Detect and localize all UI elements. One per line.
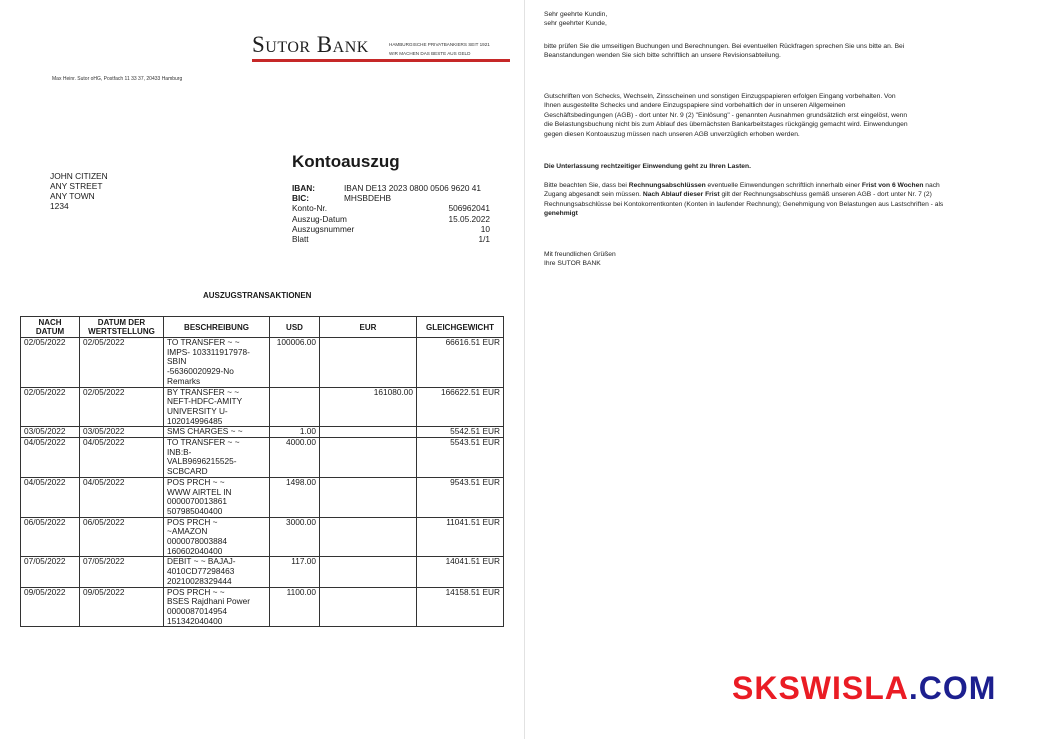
cell-description (164, 438, 270, 478)
recipient-town: ANY TOWN (50, 191, 95, 201)
bank-tagline-2: WIR MACHEN DAS BESTE AUS GELD (389, 51, 471, 56)
transactions-title: AUSZUGSTRANSAKTIONEN (203, 291, 312, 300)
description-line: 151342040400 (167, 615, 223, 626)
cell-value-date: 02/05/2022 (80, 387, 164, 427)
iban-row (292, 183, 490, 193)
description-line: SBIN (167, 356, 187, 367)
statement-title: Kontoauszug (292, 152, 400, 171)
konto-label: Konto-Nr. (292, 203, 328, 214)
bic-label: BIC: (292, 193, 310, 204)
transactions-table (20, 316, 504, 627)
letter-paragraph-3: Die Unterlassung rechtzeitiger Einwendung geht zu Ihren Lasten. (544, 163, 751, 170)
p4-part-a: Bitte beachten Sie, dass bei (544, 182, 629, 189)
description-line: INB:B- (167, 446, 192, 457)
watermark (732, 670, 996, 707)
description-line: 4010CD77298463 (167, 566, 235, 577)
cell-balance: 9543.51 EUR (417, 477, 504, 517)
bank-tagline (389, 40, 490, 58)
cell-description (164, 557, 270, 587)
description-line: SCBCARD (167, 466, 208, 477)
p4-part-g: gilt der Rechnungsabschluss gemäß unseren AGB - dort unter Nr. 7 (2) Rechnungsabschlüsse bei Kontokorrentkonten (Konten in laufender Rechnung); Genehmigung von Belastungen aus Lastschriften - als (544, 191, 944, 208)
description-line: DEBIT ~ ~ BAJAJ- (167, 556, 236, 567)
cell-balance: 11041.51 EUR (417, 517, 504, 557)
cell-value-date: 04/05/2022 (80, 438, 164, 478)
cell-eur (320, 338, 417, 388)
cell-usd: 100006.00 (270, 338, 320, 388)
cell-date: 04/05/2022 (21, 477, 80, 517)
p4-part-d: Frist von 6 Wochen (861, 182, 924, 189)
description-line: POS PRCH ~ (167, 516, 218, 527)
table-row (21, 438, 504, 478)
description-line: POS PRCH ~ ~ (167, 586, 225, 597)
cell-eur: 161080.00 (320, 387, 417, 427)
cell-eur (320, 557, 417, 587)
bic-value: MHSBDEHB (344, 193, 392, 204)
cell-usd: 4000.00 (270, 438, 320, 478)
datum-value: 15.05.2022 (448, 213, 490, 224)
table-row (21, 427, 504, 438)
description-line: SMS CHARGES ~ ~ (167, 426, 243, 437)
cell-date: 06/05/2022 (21, 517, 80, 557)
statement-info (292, 183, 490, 244)
description-line: -56360020929-No (167, 366, 234, 377)
cell-description (164, 338, 270, 388)
cell-usd: 1.00 (270, 427, 320, 438)
recipient-address (50, 171, 108, 211)
description-line: ~AMAZON (167, 526, 208, 537)
cell-usd: 117.00 (270, 557, 320, 587)
table-row (21, 338, 504, 388)
cell-balance: 166622.51 EUR (417, 387, 504, 427)
cell-eur (320, 427, 417, 438)
cell-date: 07/05/2022 (21, 557, 80, 587)
description-line: 000008701495​4 (167, 605, 227, 616)
description-line: POS PRCH ~ ~ (167, 476, 225, 487)
recipient-street: ANY STREET (50, 181, 103, 191)
description-line: UNIVERSITY U- (167, 405, 228, 416)
closing-line-2: Ihre SUTOR BANK (544, 260, 601, 268)
blatt-value: 1/1 (478, 234, 490, 245)
sender-line: Max Heinr. Sutor oHG, Postfach 11 33 37, 20433 Hamburg (52, 76, 183, 82)
table-row (21, 557, 504, 587)
description-line: 102014996485 (167, 415, 223, 426)
description-line: 20210028329444 (167, 575, 232, 586)
cell-balance: 14158.51 EUR (417, 587, 504, 627)
bank-name: Sutor Bank (252, 32, 369, 57)
col-header-balance: GLEICHGEWICHT (417, 317, 504, 338)
cell-usd: 3000.00 (270, 517, 320, 557)
blatt-row (292, 234, 490, 244)
iban-label: IBAN: (292, 183, 316, 193)
cell-date: 04/05/2022 (21, 438, 80, 478)
cell-value-date: 02/05/2022 (80, 338, 164, 388)
description-line: 160602040400 (167, 545, 223, 556)
description-line: TO TRANSFER ~ ~ (167, 437, 240, 448)
col-header-description: BESCHREIBUNG (164, 317, 270, 338)
cell-eur (320, 477, 417, 517)
iban-value: IBAN DE13 2023 0800 0506 9620 41 (344, 183, 482, 193)
cell-date: 02/05/2022 (21, 387, 80, 427)
greeting (544, 10, 944, 29)
description-line: NEFT-HDFC-AMITY (167, 396, 243, 407)
cell-balance: 5543.51 EUR (417, 438, 504, 478)
cell-eur (320, 587, 417, 627)
watermark-part-3: COM (918, 670, 997, 706)
nummer-row (292, 224, 490, 234)
watermark-part-2: . (908, 670, 919, 706)
greeting-line-2: sehr geehrter Kunde, (544, 20, 607, 28)
cell-eur (320, 517, 417, 557)
description-line: Remarks (167, 375, 201, 386)
cell-description (164, 517, 270, 557)
watermark-part-1: SKSWISLA (732, 670, 909, 706)
cell-date: 03/05/2022 (21, 427, 80, 438)
col-header-eur: EUR (320, 317, 417, 338)
cell-value-date: 07/05/2022 (80, 557, 164, 587)
cell-usd: 1498.00 (270, 477, 320, 517)
description-line: TO TRANSFER ~ ~ (167, 337, 240, 347)
cell-value-date: 09/05/2022 (80, 587, 164, 627)
table-row (21, 387, 504, 427)
description-line: 0000070013861 (167, 496, 227, 507)
cell-date: 02/05/2022 (21, 338, 80, 388)
cell-eur (320, 438, 417, 478)
cell-value-date: 04/05/2022 (80, 477, 164, 517)
p4-part-h: genehmigt (544, 210, 578, 218)
letter-paragraph-1: bitte prüfen Sie die umseitigen Buchungen und Berechnungen. Bei eventuellen Rückfragen sprechen Sie uns bitte an. Bei Beanstandungen wenden Sie sich bitte schriftlich an unsere Revisionsabteilung. (544, 43, 905, 60)
cell-description (164, 477, 270, 517)
table-row (21, 517, 504, 557)
letter-paragraph-4 (544, 181, 944, 219)
col-header-usd: USD (270, 317, 320, 338)
table-row (21, 477, 504, 517)
transactions-body (21, 338, 504, 627)
cell-balance: 66616.51 EUR (417, 338, 504, 388)
bank-tagline-1: HAMBURGISCHE PRIVATBANKIERS SEIT 1921 (389, 42, 490, 47)
recipient-zip: 1234 (50, 201, 69, 211)
cell-value-date: 06/05/2022 (80, 517, 164, 557)
description-line: BY TRANSFER ~ ~ (167, 386, 240, 397)
closing-line-1: Mit freundlichen Grüßen (544, 251, 616, 258)
cell-description (164, 587, 270, 627)
p4-part-c: eventuelle Einwendungen schriftlich innerhalb einer (705, 182, 862, 189)
description-line: WWW AIRTEL IN (167, 486, 232, 497)
description-line: VALB9696215525- (167, 456, 237, 467)
cell-description (164, 427, 270, 438)
konto-value: 506962041 (448, 203, 490, 214)
cell-usd (270, 387, 320, 427)
description-line: IMPS- 103311917978- (167, 346, 250, 357)
nummer-value: 10 (480, 223, 490, 234)
logo-underline (252, 59, 510, 62)
description-line: 0000078003884 (167, 536, 227, 547)
recipient-name: JOHN CITIZEN (50, 171, 108, 181)
bank-logo (252, 30, 510, 66)
cell-date: 09/05/2022 (21, 587, 80, 627)
blatt-label: Blatt (292, 234, 309, 245)
letter-paragraph-2: Gutschriften von Schecks, Wechseln, Zinsscheinen und sonstigen Einzugspapieren erfolgen Eingang vorbehalten. Von Ihnen ausgestellte Schecks und andere Einzugspapiere sind vorbehaltlich der in unseren Allgemeinen Geschäftsbedingungen (AGB) - dort unter Nr. 9 (2) "Einlösung" - genannten Ausnahmen grundsätzlich erst eingelöst, wenn die Belastungsbuchung nicht bis zum Ablauf des übernächsten Bankarbeitstages rückgängig gemacht wird. Einwendungen gegen diesen Kontoauszug müssen nach unseren AGB unverzüglich erhoben werden. (544, 93, 908, 138)
col-header-value-date: DATUM DER WERTSTELLUNG (80, 317, 164, 338)
cell-value-date: 03/05/2022 (80, 427, 164, 438)
description-line: 507985040400 (167, 505, 223, 516)
bic-row (292, 193, 490, 203)
description-line: BSES Rajdhani Power (167, 596, 251, 607)
datum-label: Auszug-Datum (292, 213, 347, 224)
page-divider (524, 0, 525, 739)
p4-part-f: Nach Ablauf dieser Frist (642, 191, 720, 199)
table-row (21, 587, 504, 627)
nummer-label: Auszugsnummer (292, 223, 355, 234)
konto-row (292, 203, 490, 213)
cell-balance: 14041.51 EUR (417, 557, 504, 587)
datum-row (292, 214, 490, 224)
greeting-line-1: Sehr geehrte Kundin, (544, 11, 608, 18)
closing (544, 250, 944, 269)
cell-description (164, 387, 270, 427)
table-header-row (21, 317, 504, 338)
col-header-date: NACH DATUM (21, 317, 80, 338)
p4-part-e: nach Zugang abgesandt sein müssen. (544, 182, 940, 199)
p4-part-b: Rechnungsabschlüssen (628, 182, 706, 189)
cell-usd: 1100.00 (270, 587, 320, 627)
cell-balance: 5542.51 EUR (417, 427, 504, 438)
